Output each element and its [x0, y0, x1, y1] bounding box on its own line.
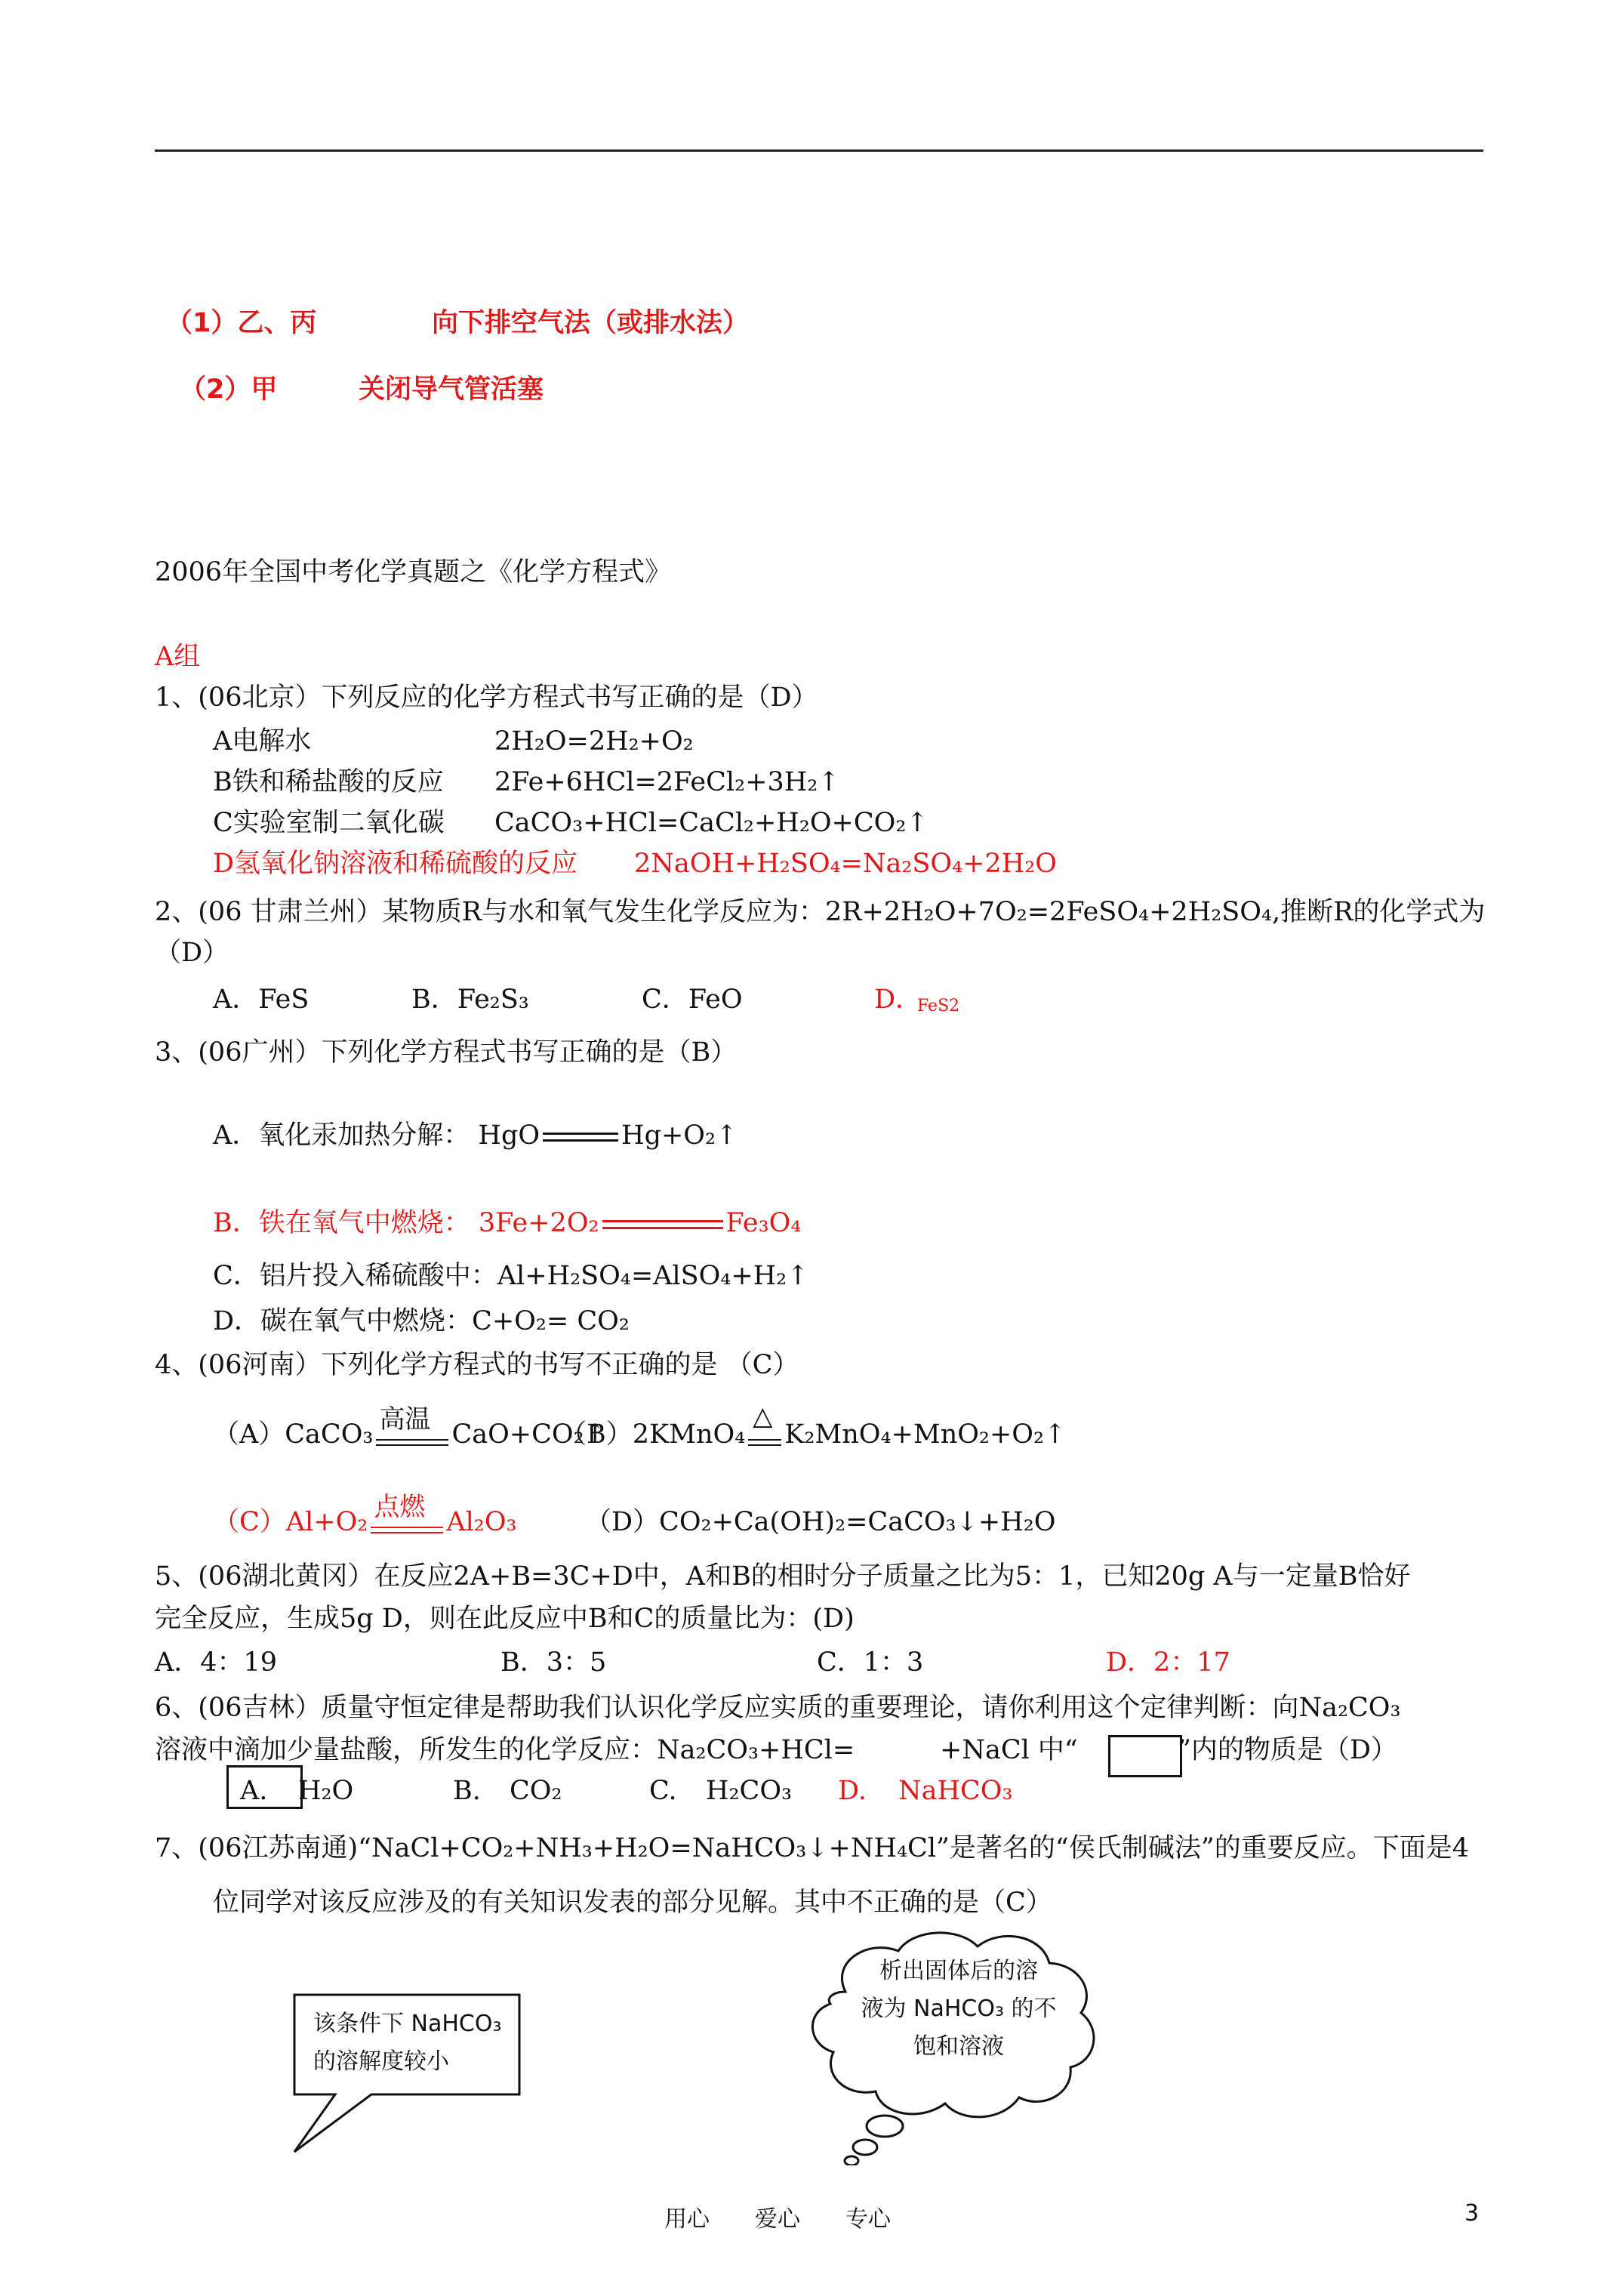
- q5-option-a: A．4：19: [155, 1647, 278, 1678]
- q2-option-a: A．FeS: [213, 985, 310, 1015]
- q4-option-a-condition-text: 高温: [379, 1404, 431, 1435]
- group-heading: A组: [155, 642, 201, 672]
- q4-stem: 4、(06河南）下列化学方程式的书写不正确的是 （C）: [155, 1350, 799, 1380]
- q2-option-b: B．Fe₂S₃: [411, 985, 529, 1015]
- q5-line1: 5、(06湖北黄冈）在反应2A+B=3C+D中，A和B的相时分子质量之比为5：1，已知20g A与一定量B恰好: [155, 1561, 1411, 1592]
- q3-option-b-label: B．铁在氧气中燃烧：: [213, 1208, 470, 1238]
- q3-option-a-left: HgO: [478, 1120, 540, 1151]
- thought-cloud-line2: 液为 NaHCO₃ 的不: [861, 1996, 1057, 2022]
- q6-blank-box: [1108, 1735, 1182, 1777]
- answer-2-method: 关闭导气管活塞: [359, 374, 544, 405]
- q4-option-c-right: Al₂O₃: [446, 1507, 517, 1537]
- thought-cloud-text: [845, 1952, 1072, 2066]
- q4-option-a-condition: [376, 1404, 448, 1451]
- q6-option-d: D.: [838, 1776, 867, 1806]
- q6-option-c: C.: [649, 1776, 677, 1806]
- q6-line2b: +NaCl 中“: [940, 1735, 1078, 1765]
- q3-option-b-double-bar: [602, 1220, 723, 1229]
- speech-bubble-text: [313, 2005, 502, 2081]
- q6-option-b: B.: [453, 1776, 481, 1806]
- q4-option-c-condition-text: 点燃: [374, 1491, 426, 1522]
- q3-option-c: C．铝片投入稀硫酸中：Al+H₂SO₄=AlSO₄+H₂↑: [213, 1261, 809, 1291]
- answer-1: （1）乙、丙: [166, 308, 317, 338]
- q2-option-d-label: D．: [874, 985, 922, 1015]
- q1-option-a-label: A电解水: [213, 726, 312, 757]
- q3-option-d: D．碳在氧气中燃烧：C+O₂= CO₂: [213, 1306, 630, 1336]
- q6-option-c-value: H₂CO₃: [706, 1776, 793, 1806]
- speech-bubble-line1: 该条件下 NaHCO₃: [313, 2011, 502, 2037]
- q4-option-a-left: （A）CaCO₃: [213, 1419, 374, 1450]
- page-title: 2006年全国中考化学真题之《化学方程式》: [155, 557, 672, 587]
- q1-option-a-eq: 2H₂O=2H₂+O₂: [494, 726, 694, 757]
- q2-stem-answer: （D）: [155, 938, 229, 968]
- q4-option-a-right: CaO+CO₂↑: [451, 1419, 606, 1450]
- q2-stem: 2、(06 甘肃兰州）某物质R与水和氧气发生化学反应为：2R+2H₂O+7O₂=2FeSO₄+2H₂SO₄,推断R的化学式为: [155, 897, 1486, 927]
- q3-option-a-label: A．氧化汞加热分解：: [213, 1120, 470, 1151]
- header-rule: [155, 149, 1483, 152]
- q4-option-c-left: （C）Al+O₂: [213, 1507, 368, 1537]
- q2-option-c: C．FeO: [642, 985, 743, 1015]
- q3-option-a-double-bar: [543, 1133, 618, 1142]
- q5-line2: 完全反应，生成5g D，则在此反应中B和C的质量比为：(D): [155, 1604, 855, 1634]
- q6-option-a-value: H₂O: [298, 1776, 354, 1806]
- q4-option-a: [213, 1404, 606, 1453]
- q5-option-d: D．2：17: [1106, 1647, 1230, 1678]
- q1-option-c-label: C实验室制二氧化碳: [213, 808, 445, 838]
- thought-cloud-line3: 饱和溶液: [913, 2033, 1004, 2060]
- q6-line1: 6、(06吉林）质量守恒定律是帮助我们认识化学反应实质的重要理论，请你利用这个定律判断：向Na₂CO₃: [155, 1693, 1401, 1723]
- q1-option-c-eq: CaCO₃+HCl=CaCl₂+H₂O+CO₂↑: [494, 808, 929, 838]
- q3-option-b: [213, 1205, 801, 1241]
- q3-stem: 3、(06广州）下列化学方程式书写正确的是（B）: [155, 1037, 738, 1068]
- q4-option-b-condition: [748, 1401, 781, 1451]
- q6-line2a: 溶液中滴加少量盐酸，所发生的化学反应：Na₂CO₃+HCl=: [155, 1735, 855, 1765]
- q2-option-d-value: FeS2: [917, 997, 960, 1015]
- q3-option-a: [213, 1117, 738, 1154]
- q7-line1: 7、(06江苏南通)“NaCl+CO₂+NH₃+H₂O=NaHCO₃↓+NH₄Cl”是著名的“侯氏制碱法”的重要反应。下面是4: [155, 1833, 1469, 1863]
- speech-bubble-line2: 的溶解度较小: [313, 2048, 449, 2075]
- page-number: 3: [1464, 2200, 1480, 2227]
- q1-option-d-label: D氢氧化钠溶液和稀硫酸的反应: [213, 849, 578, 879]
- q3-option-b-right: Fe₃O₄: [725, 1208, 802, 1238]
- heat-triangle-icon: △: [753, 1401, 773, 1432]
- q3-option-a-right: Hg+O₂↑: [621, 1120, 738, 1151]
- q3-option-b-left: 3Fe+2O₂: [478, 1208, 599, 1238]
- q6-option-d-value: NaHCO₃: [898, 1776, 1013, 1806]
- q1-option-b-label: B铁和稀盐酸的反应: [213, 767, 444, 797]
- q5-option-c: C．1：3: [817, 1647, 924, 1678]
- q6-option-a: A.: [240, 1776, 268, 1806]
- q4-option-b-left: （B）2KMnO₄: [560, 1419, 746, 1450]
- answer-1-method: 向下排空气法（或排水法）: [432, 308, 750, 338]
- footer-motto: 用心 爱心 专心: [664, 2206, 891, 2233]
- q4-option-b-right: K₂MnO₄+MnO₂+O₂↑: [784, 1419, 1067, 1450]
- q1-stem: 1、(06北京）下列反应的化学方程式书写正确的是（D）: [155, 683, 818, 713]
- q7-line2: 位同学对该反应涉及的有关知识发表的部分见解。其中不正确的是（C）: [213, 1888, 1052, 1918]
- q4-option-b: [560, 1401, 1067, 1453]
- q5-option-b: B．3：5: [500, 1647, 607, 1678]
- thought-cloud-line1: 析出固体后的溶: [879, 1958, 1038, 1984]
- q1-option-d-eq: 2NaOH+H₂SO₄=Na₂SO₄+2H₂O: [634, 849, 1057, 879]
- answer-2: （2）甲: [180, 374, 278, 405]
- q6-option-b-value: CO₂: [510, 1776, 562, 1806]
- q4-option-c-condition: [371, 1491, 443, 1539]
- q4-option-d: （D）CO₂+Ca(OH)₂=CaCO₃↓+H₂O: [585, 1507, 1056, 1537]
- q1-option-b-eq: 2Fe+6HCl=2FeCl₂+3H₂↑: [494, 767, 840, 797]
- q4-option-c: [213, 1491, 517, 1540]
- q6-line2c: ”内的物质是（D）: [1178, 1735, 1397, 1765]
